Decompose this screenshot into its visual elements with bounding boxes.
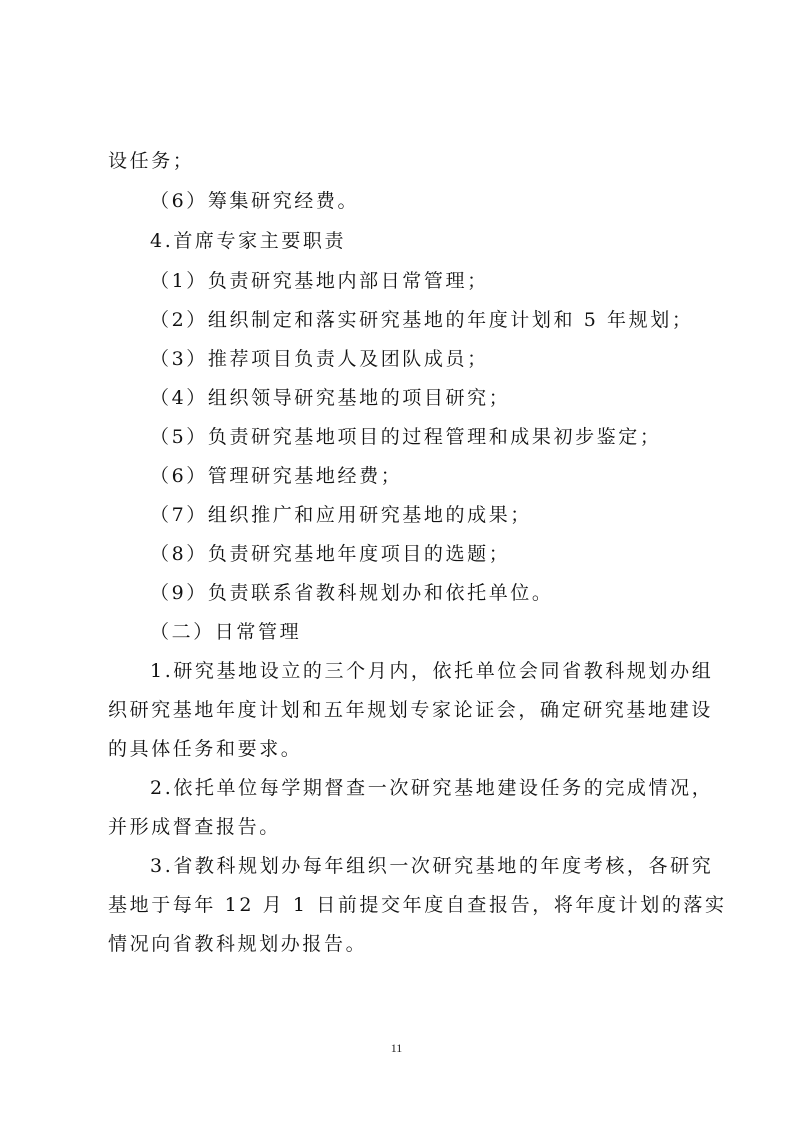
text-line: 设任务； [108, 150, 195, 172]
list-item: （3）推荐项目负责人及团队成员； [150, 348, 489, 370]
list-item: （1）负责研究基地内部日常管理； [150, 270, 489, 292]
list-item: （6）管理研究基地经费； [150, 465, 403, 487]
list-item: （5）负责研究基地项目的过程管理和成果初步鉴定； [150, 426, 662, 448]
paragraph-line: 并形成督查报告。 [108, 816, 281, 838]
paragraph-line: 1.研究基地设立的三个月内，依托单位会同省教科规划办组 [150, 660, 714, 682]
paragraph-line: 情况向省教科规划办报告。 [108, 933, 368, 955]
section-heading: （二）日常管理 [150, 621, 302, 643]
list-item: （9）负责联系省教科规划办和依托单位。 [150, 582, 554, 604]
list-item: （2）组织制定和落实研究基地的年度计划和 5 年规划； [150, 309, 694, 331]
page-number: 11 [390, 1041, 403, 1055]
paragraph-line: 的具体任务和要求。 [108, 738, 303, 760]
list-item: （7）组织推广和应用研究基地的成果； [150, 504, 532, 526]
text-line: （6）筹集研究经费。 [150, 190, 360, 212]
list-item: （8）负责研究基地年度项目的选题； [150, 543, 511, 565]
paragraph-line: 基地于每年 12 月 1 日前提交年度自查报告，将年度计划的落实 [108, 894, 727, 916]
section-heading: 4.首席专家主要职责 [150, 230, 347, 252]
list-item: （4）组织领导研究基地的项目研究； [150, 387, 511, 409]
paragraph-line: 2.依托单位每学期督查一次研究基地建设任务的完成情况， [150, 777, 714, 799]
paragraph-line: 织研究基地年度计划和五年规划专家论证会，确定研究基地建设 [108, 699, 713, 721]
paragraph-line: 3.省教科规划办每年组织一次研究基地的年度考核，各研究 [150, 855, 714, 877]
